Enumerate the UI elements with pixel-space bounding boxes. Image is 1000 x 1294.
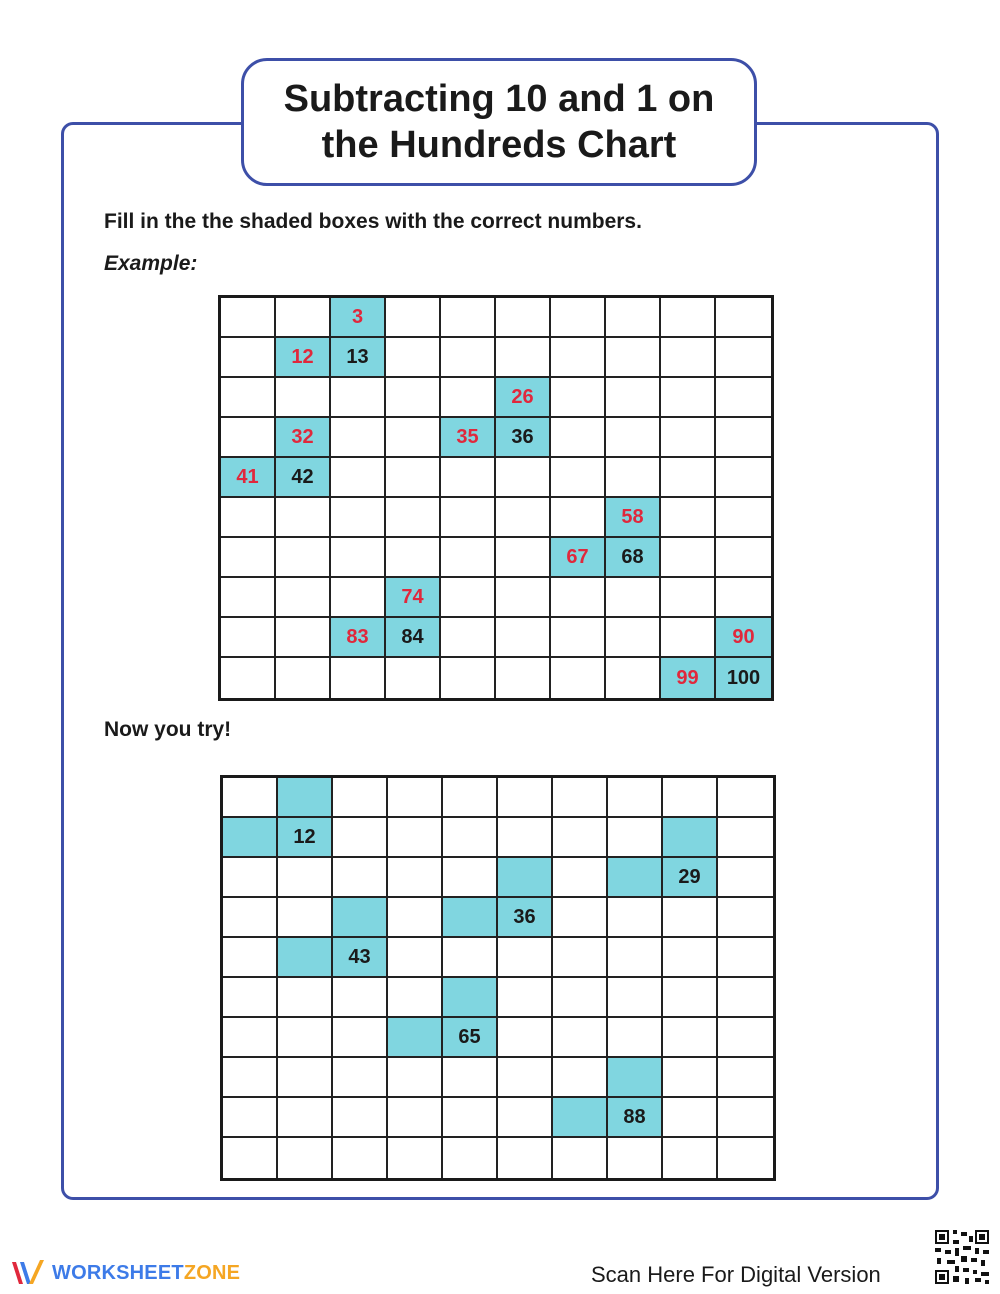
practice-cell: [388, 938, 443, 978]
example-cell: [551, 658, 606, 698]
example-cell: [386, 378, 441, 418]
example-cell: [661, 498, 716, 538]
example-cell: [661, 418, 716, 458]
example-cell: [221, 418, 276, 458]
practice-cell: [333, 1138, 388, 1178]
practice-cell: [388, 1138, 443, 1178]
practice-cell: [608, 778, 663, 818]
example-shaded-cell: 26: [496, 378, 551, 418]
example-cell: [386, 338, 441, 378]
example-cell: [496, 538, 551, 578]
practice-cell: [223, 858, 278, 898]
practice-cell: [553, 778, 608, 818]
example-cell: [441, 458, 496, 498]
practice-cell: [498, 938, 553, 978]
practice-cell: [718, 778, 773, 818]
example-hundreds-grid: [218, 295, 774, 701]
example-cell: [441, 658, 496, 698]
practice-cell: [608, 818, 663, 858]
practice-cell: [663, 898, 718, 938]
example-cell: [441, 298, 496, 338]
practice-cell: [663, 938, 718, 978]
example-cell: [221, 578, 276, 618]
example-cell: [606, 418, 661, 458]
example-cell: [496, 658, 551, 698]
practice-cell: [553, 1058, 608, 1098]
example-cell: [606, 458, 661, 498]
title-line-2: the Hundreds Chart: [321, 124, 677, 166]
example-cell: [386, 298, 441, 338]
practice-cell: [223, 1058, 278, 1098]
example-cell: [441, 618, 496, 658]
practice-shaded-cell: 36: [498, 898, 553, 938]
practice-cell: [498, 978, 553, 1018]
example-cell: [276, 538, 331, 578]
practice-cell: [223, 778, 278, 818]
example-cell: [551, 298, 606, 338]
example-cell: [331, 578, 386, 618]
example-shaded-cell: 83: [331, 618, 386, 658]
practice-shaded-cell[interactable]: [498, 858, 553, 898]
example-cell: [276, 578, 331, 618]
practice-shaded-cell[interactable]: [553, 1098, 608, 1138]
example-cell: [221, 378, 276, 418]
example-shaded-cell: 3: [331, 298, 386, 338]
example-cell: [331, 498, 386, 538]
practice-cell: [443, 1098, 498, 1138]
example-cell: [221, 618, 276, 658]
example-cell: [221, 538, 276, 578]
example-cell: [386, 658, 441, 698]
practice-cell: [718, 1018, 773, 1058]
example-cell: [221, 658, 276, 698]
example-cell: [716, 538, 771, 578]
practice-cell: [223, 1018, 278, 1058]
example-cell: [661, 378, 716, 418]
practice-cell: [498, 1138, 553, 1178]
example-cell: [716, 298, 771, 338]
example-cell: [496, 338, 551, 378]
practice-cell: [663, 1098, 718, 1138]
practice-cell: [443, 778, 498, 818]
example-shaded-cell: 32: [276, 418, 331, 458]
practice-cell: [223, 1098, 278, 1138]
example-shaded-cell: 67: [551, 538, 606, 578]
practice-cell: [718, 858, 773, 898]
practice-shaded-cell[interactable]: [663, 818, 718, 858]
logo-mark-icon: [10, 1258, 46, 1288]
practice-cell: [333, 1018, 388, 1058]
practice-shaded-cell: 43: [333, 938, 388, 978]
example-cell: [276, 498, 331, 538]
now-you-try-label: Now you try!: [104, 718, 232, 741]
practice-shaded-cell[interactable]: [223, 818, 278, 858]
example-cell: [276, 658, 331, 698]
practice-cell: [498, 1058, 553, 1098]
practice-shaded-cell: 29: [663, 858, 718, 898]
practice-cell: [333, 978, 388, 1018]
example-cell: [716, 378, 771, 418]
practice-cell: [388, 858, 443, 898]
example-cell: [496, 298, 551, 338]
example-cell: [551, 578, 606, 618]
practice-cell: [223, 938, 278, 978]
example-cell: [606, 658, 661, 698]
practice-cell: [553, 818, 608, 858]
practice-shaded-cell: 65: [443, 1018, 498, 1058]
example-cell: [661, 298, 716, 338]
example-cell: [221, 338, 276, 378]
practice-cell: [223, 978, 278, 1018]
example-shaded-cell: 41: [221, 458, 276, 498]
example-cell: [551, 418, 606, 458]
example-cell: [496, 578, 551, 618]
practice-cell: [223, 898, 278, 938]
instructions: Fill in the the shaded boxes with the correct numbers.: [104, 210, 642, 233]
practice-cell: [718, 1098, 773, 1138]
practice-cell: [388, 1058, 443, 1098]
practice-cell: [663, 1018, 718, 1058]
example-cell: [606, 378, 661, 418]
title-line-1: Subtracting 10 and 1 on: [283, 78, 715, 120]
example-cell: [716, 338, 771, 378]
example-label: Example:: [104, 252, 198, 275]
practice-cell: [608, 1138, 663, 1178]
practice-cell: [333, 818, 388, 858]
practice-cell: [278, 898, 333, 938]
example-cell: [221, 298, 276, 338]
practice-cell: [718, 1138, 773, 1178]
practice-cell: [663, 778, 718, 818]
example-cell: [551, 618, 606, 658]
example-cell: [496, 458, 551, 498]
practice-cell: [553, 1018, 608, 1058]
example-cell: [276, 378, 331, 418]
practice-cell: [498, 778, 553, 818]
practice-shaded-cell[interactable]: [443, 978, 498, 1018]
example-cell: [276, 298, 331, 338]
practice-cell: [718, 898, 773, 938]
qr-code-icon[interactable]: [933, 1228, 991, 1286]
example-cell: [331, 538, 386, 578]
practice-cell: [718, 1058, 773, 1098]
example-cell: [441, 538, 496, 578]
example-cell: [221, 498, 276, 538]
example-shaded-cell: 12: [276, 338, 331, 378]
example-shaded-cell: 35: [441, 418, 496, 458]
example-shaded-cell: 90: [716, 618, 771, 658]
example-cell: [551, 458, 606, 498]
practice-cell: [443, 1138, 498, 1178]
example-cell: [441, 498, 496, 538]
example-cell: [331, 658, 386, 698]
practice-cell: [608, 978, 663, 1018]
practice-cell: [663, 1058, 718, 1098]
practice-cell: [278, 1138, 333, 1178]
example-cell: [386, 538, 441, 578]
practice-cell: [388, 818, 443, 858]
practice-cell: [553, 1138, 608, 1178]
scan-text: Scan Here For Digital Version: [591, 1262, 881, 1287]
practice-shaded-cell: 12: [278, 818, 333, 858]
example-cell: [551, 378, 606, 418]
practice-cell: [663, 978, 718, 1018]
example-cell: [331, 378, 386, 418]
example-cell: [496, 498, 551, 538]
example-cell: [661, 618, 716, 658]
example-cell: [551, 498, 606, 538]
practice-cell: [498, 1018, 553, 1058]
practice-cell: [608, 1018, 663, 1058]
example-cell: [716, 578, 771, 618]
practice-cell: [443, 858, 498, 898]
example-shaded-cell: 42: [276, 458, 331, 498]
practice-cell: [498, 1098, 553, 1138]
practice-cell: [388, 1098, 443, 1138]
practice-cell: [553, 978, 608, 1018]
practice-cell: [443, 938, 498, 978]
example-cell: [606, 618, 661, 658]
example-cell: [276, 618, 331, 658]
practice-hundreds-grid: [220, 775, 776, 1181]
practice-cell: [663, 1138, 718, 1178]
example-shaded-cell: 74: [386, 578, 441, 618]
example-cell: [606, 298, 661, 338]
practice-shaded-cell[interactable]: [333, 898, 388, 938]
example-cell: [386, 418, 441, 458]
practice-shaded-cell: 88: [608, 1098, 663, 1138]
example-cell: [331, 458, 386, 498]
example-shaded-cell: 84: [386, 618, 441, 658]
example-shaded-cell: 58: [606, 498, 661, 538]
practice-cell: [718, 818, 773, 858]
practice-cell: [443, 1058, 498, 1098]
example-shaded-cell: 100: [716, 658, 771, 698]
practice-cell: [333, 1098, 388, 1138]
example-shaded-cell: 99: [661, 658, 716, 698]
practice-cell: [718, 938, 773, 978]
example-cell: [606, 578, 661, 618]
example-cell: [716, 418, 771, 458]
example-cell: [441, 378, 496, 418]
example-cell: [496, 618, 551, 658]
practice-cell: [443, 818, 498, 858]
example-cell: [716, 498, 771, 538]
example-cell: [331, 418, 386, 458]
example-cell: [606, 338, 661, 378]
example-cell: [716, 458, 771, 498]
practice-cell: [333, 778, 388, 818]
practice-cell: [718, 978, 773, 1018]
example-cell: [551, 338, 606, 378]
example-cell: [661, 458, 716, 498]
example-shaded-cell: 13: [331, 338, 386, 378]
logo-text: WORKSHEETZONE: [52, 1261, 241, 1284]
example-cell: [441, 338, 496, 378]
example-cell: [661, 538, 716, 578]
practice-cell: [388, 978, 443, 1018]
example-shaded-cell: 68: [606, 538, 661, 578]
worksheet-zone-logo[interactable]: [10, 1258, 240, 1288]
practice-cell: [278, 858, 333, 898]
practice-cell: [278, 1098, 333, 1138]
practice-shaded-cell[interactable]: [608, 858, 663, 898]
practice-cell: [278, 1058, 333, 1098]
example-cell: [661, 578, 716, 618]
practice-shaded-cell[interactable]: [388, 1018, 443, 1058]
practice-cell: [388, 898, 443, 938]
example-cell: [386, 458, 441, 498]
practice-cell: [553, 938, 608, 978]
example-cell: [661, 338, 716, 378]
practice-cell: [223, 1138, 278, 1178]
practice-cell: [608, 898, 663, 938]
practice-shaded-cell[interactable]: [608, 1058, 663, 1098]
practice-shaded-cell[interactable]: [443, 898, 498, 938]
practice-cell: [333, 858, 388, 898]
practice-cell: [278, 1018, 333, 1058]
practice-cell: [498, 818, 553, 858]
title-box: [241, 58, 757, 186]
practice-cell: [553, 858, 608, 898]
practice-cell: [333, 1058, 388, 1098]
practice-cell: [278, 978, 333, 1018]
practice-cell: [388, 778, 443, 818]
example-cell: [441, 578, 496, 618]
practice-cell: [608, 938, 663, 978]
practice-shaded-cell[interactable]: [278, 778, 333, 818]
example-cell: [386, 498, 441, 538]
practice-cell: [553, 898, 608, 938]
practice-shaded-cell[interactable]: [278, 938, 333, 978]
example-shaded-cell: 36: [496, 418, 551, 458]
